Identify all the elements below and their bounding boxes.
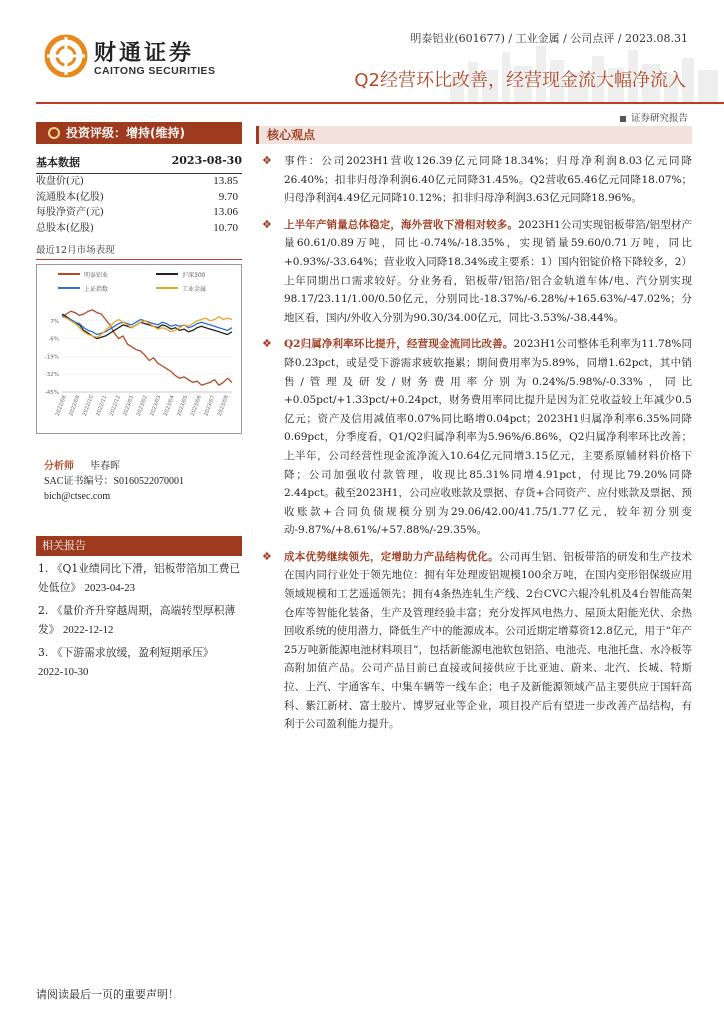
basic-data-row [36,190,242,206]
chart-canvas [36,264,242,434]
analyst-role: 分析师 [44,461,74,472]
basic-data-key: 收盘价(元) [36,176,84,187]
legend-label: 上证指数 [84,286,109,293]
footer-disclaimer: 请阅读最后一页的重要声明！ [36,988,179,1001]
related-report-date: 2022-10-30 [38,666,89,678]
x-tick-label: 2022/10 [81,394,95,417]
analyst-info [44,459,244,504]
market-performance-chart [36,264,242,434]
core-point-lead: 上半年产销量总体稳定，海外营收下滑相对较多。 [284,218,519,231]
basic-data-key: 流通股本(亿股) [36,191,104,203]
x-tick-label: 2022/08 [54,394,68,417]
diamond-bullet-icon: ❖ [262,337,272,351]
report-header [0,0,724,124]
caitong-logo-icon [44,34,88,78]
core-point-lead: 成本优势继续领先，定增助力产品结构优化。 [284,550,499,563]
related-report-item[interactable] [36,559,242,598]
basic-data-date: 2023-08-30 [171,154,242,167]
basic-data-value: 9.70 [218,190,238,203]
report-type [620,110,688,124]
diamond-bullet-icon: ❖ [262,549,272,563]
y-tick-label: -32% [44,372,59,379]
title-divider [36,102,724,104]
basic-data-row [36,205,242,221]
rating-badge-icon [48,127,60,139]
core-point [256,152,692,208]
basic-data-header [36,154,242,174]
related-report-date: 2022-12-12 [63,624,114,636]
basic-data-value: 13.85 [213,175,238,187]
related-report-title: 3. 《下游需求放缓，盈利短期承压》 [38,646,214,659]
left-sidebar [36,122,242,434]
x-tick-label: 2023/06 [189,394,203,417]
core-point-text: 事件：公司2023H1营收126.39亿元同降18.34%；归母净利润8.03亿元同降26.40%；扣非归母净利润6.40亿元同降31.45%。Q2营收65.46亿元同降18.07%；归母净利润4.49亿元同降10.12%；扣非归母净利润3.63亿元同降18.96%。 [284,155,692,205]
y-tick-label: 7% [50,318,59,325]
x-tick-label: 2022/12 [108,394,122,417]
legend-label: 沪深300 [182,272,206,279]
y-tick-label: -45% [44,390,59,396]
related-report-item[interactable] [36,643,242,682]
analyst-sac: SAC证书编号：S0160522070001 [44,476,185,487]
x-tick-label: 2023/08 [216,394,230,417]
core-points-list [256,152,692,734]
diamond-bullet-icon: ❖ [262,217,272,231]
report-type-label: 证券研究报告 [630,113,688,124]
analyst-email[interactable]: bich@ctsec.com [44,491,111,502]
core-views [256,126,692,734]
x-tick-label: 2023/01 [122,394,136,417]
market-caption: 最近12月市场表现 [36,242,242,260]
x-tick-label: 2022/11 [95,394,109,417]
square-bullet-icon [620,116,626,122]
logo-cn: 财通证券 [94,41,195,66]
analyst-name: 毕春晖 [90,461,120,472]
y-tick-label: -19% [44,354,59,361]
rating-label: 投资评级：增持(维持) [66,126,185,140]
company-logo [44,34,234,82]
related-reports-label: 相关报告 [36,536,242,556]
core-point-text: 2023H1公司实现铝板带箔/铝型材产量60.61/0.89万吨，同比-0.74%/-18.35%，实现销量59.60/0.71万吨，同比+0.93%/-33.64%；营业收入同降18.34%或主要系：1）国内铝锭价格下降较多，2）上年同期出口需求较好。分业务看，铝板带/铝箔/铝合金轨道车体/电、汽分别实现98.17/23.11/1.00/0.50亿元，分别同比-18.37%/-6.28%/+165.63%/-47.02%；分地区看，国内/外收入分别为90.30/34.00亿元，同比-3.53%/-38.44%。 [284,218,692,324]
report-meta: 明泰铝业(601677) / 工业金属 / 公司点评 / 2023.08.31 [410,32,688,45]
x-tick-label: 2023/03 [149,394,163,417]
core-point [256,335,692,540]
legend-label: 明泰铝业 [84,272,109,279]
related-report-date: 2023-04-23 [84,582,136,594]
related-report-title: 2. 《量价齐升穿越周期，高端转型厚积薄发》 [38,604,236,636]
y-tick-label: -6% [48,336,59,343]
basic-data-value: 13.06 [213,206,238,218]
basic-data-table [36,174,242,236]
related-report-item[interactable] [36,601,242,640]
x-tick-label: 2023/05 [176,394,190,417]
core-point-lead: Q2归属净利率环比提升，经营现金流同比改善。 [284,338,514,351]
x-tick-label: 2022/09 [68,394,82,417]
basic-data-key: 每股净资产(元) [36,207,104,218]
core-views-header: 核心观点 [256,126,692,144]
logo-en: CAITONG SECURITIES [94,65,216,77]
basic-data-row [36,221,242,237]
core-point-text: 公司再生铝、铝板带箔的研发和生产技术在国内同行业处于领先地位：拥有年处理废铝规模100余万吨，在国内变形铝保级应用领域规模和工艺遥遥领先；拥有4条热连轧生产线、2台CVC六辊冷轧机及4台智能高架仓库等智能化装备，生产及管理经验丰富；充分发挥风电热力、屋顶太阳能光伏、余热回收系统的使用潜力，降低生产中的能源成本。公司近期定增募资12.8亿元，用于“年产25万吨新能源电池材料项目”，包括新能源电池软包铝箔、电池壳、电池托盘、水冷板等高附加值产品。公司产品目前已直接或间接供应于比亚迪、蔚来、北汽、长城、特斯拉、上汽、宇通客车、中集车辆等一线车企；电子及新能源领域产品主要供应于国轩高科、紫江新材、富士胶片、博罗冠业等企业，项目投产后有望进一步改善产品结构，有利于公司盈利能力提升。 [284,550,693,731]
core-point-text: 2023H1公司整体毛利率为11.78%同降0.23pct，或是受下游需求疲软拖累；期间费用率为5.89%，同增1.62pct，其中销售/管理及研发/财务费用率分别为0.24%/5.98%/-0.33%，同比+0.05pct/+1.33pct/+0.24pct，财务费用率同比提升是因为汇兑收益较上年减少0.5亿元；资产及信用减值率0.07%同比略增0.04pct；2023H1归属净利率6.35%同降0.69pct，分季度看，Q1/Q2归属净利率为5.96%/6.86%，Q2归属净利率环比改善；上半年，公司经营性现金流净流入10.64亿元同增3.15亿元，主要系原辅材料价格下降；公司加强收付款管理，收现比85.31%同增4.91pct，付现比79.20%同降2.44pct。截至2023H1，公司应收账款及票据、存货+合同资产、应付账款及票据、预收账款+合同负债规模分别为29.06/42.00/41.75/1.77亿元，较年初分别变动-9.87%/+8.61%/+57.88%/-29.35%。 [284,338,692,537]
report-title: Q2经营环比改善，经营现金流大幅净流入 [354,70,686,91]
core-point [256,548,692,734]
basic-data-row [36,174,242,190]
basic-data-label: 基本数据 [36,156,80,169]
core-point [256,216,692,328]
basic-data-value: 10.70 [213,221,238,234]
legend-label: 工业金属 [182,286,207,293]
rating-bar [36,122,242,144]
x-tick-label: 2023/02 [135,394,149,417]
basic-data-key: 总股本(亿股) [36,222,94,234]
x-tick-label: 2023/04 [162,394,176,417]
related-reports-list [36,559,242,682]
x-tick-label: 2023/07 [203,394,217,417]
related-report-title: 1. 《Q1业绩同比下滑，铝板带箔加工费已处低位》 [38,562,241,594]
related-reports [36,536,242,682]
diamond-bullet-icon: ❖ [262,154,272,167]
